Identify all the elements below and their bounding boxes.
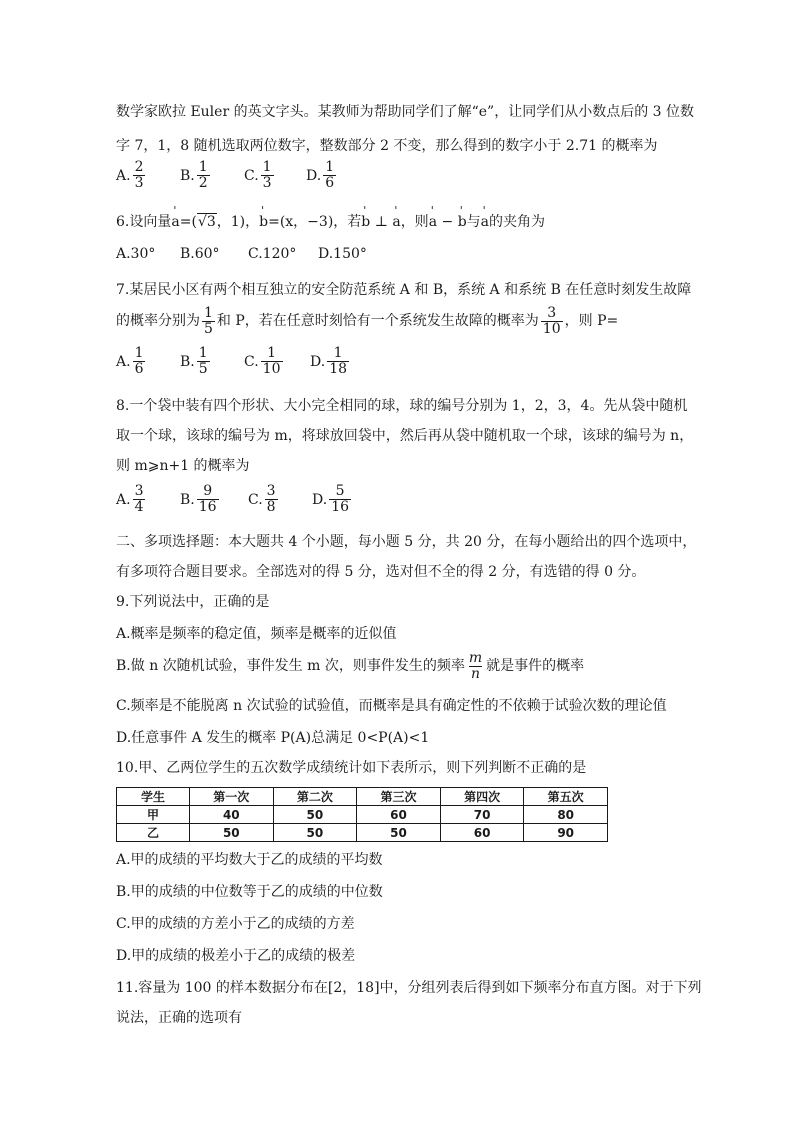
table-cell: 90 [524,824,608,842]
q8-option-b[interactable]: B. $\frac{9}{16}$ [180,483,217,515]
col-header: 第五次 [524,788,608,806]
col-header: 第三次 [357,788,441,806]
q6-option-d[interactable]: D.150° [318,246,367,262]
q7-option-b[interactable]: B. $\frac{1}{5}$ [180,345,208,377]
q8-line1: 8.一个袋中装有四个形状、大小完全相同的球，球的编号分别为 1，2，3，4。先从袋中随机 [116,398,688,414]
q7-option-d[interactable]: D. $\frac{1}{18}$ [310,345,348,377]
q10-stem: 10.甲、乙两位学生的五次数学成绩统计如下表所示，则下列判断不正确的是 [116,760,587,776]
q6-stem: 6.设向量' a=(√3，1)，' b=(x，−3)，若' b ⊥ ' a，则' a − ' b与' a的夹角为 [116,212,545,232]
table-cell: 甲 [117,806,190,824]
q5-option-c[interactable]: C. $\frac{1}{3}$ [244,159,272,191]
col-header: 学生 [117,788,190,806]
q7-option-a[interactable]: A. $\frac{1}{6}$ [116,345,144,377]
q9-option-b[interactable]: B.做 n 次随机试验，事件发生 m 次，则事件发生的频率 $\frac{m}{n}$ 就是事件的概率 [116,649,585,682]
vector-b: ' b [259,212,268,232]
col-header: 第一次 [190,788,274,806]
q7-option-c[interactable]: C. $\frac{1}{10}$ [244,345,281,377]
table-cell: 40 [190,806,274,824]
q8-line2: 取一个球，该球的编号为 m，将球放回袋中，然后再从袋中随机取一个球，该球的编号为 n， [116,428,694,444]
table-cell: 50 [357,824,441,842]
q11-line2: 说法，正确的选项有 [116,1010,242,1026]
vector-a: ' a [171,212,179,232]
q8-line3: 则 m⩾n+1 的概率为 [116,458,250,474]
q5-line2: 字 7，1，8 随机选取两位数字，整数部分 2 不变，那么得到的数字小于 2.71 的概率为 [116,138,658,154]
q8-option-c[interactable]: C. $\frac{3}{8}$ [248,483,276,515]
section2-line1: 二、多项选择题：本大题共 4 个小题，每小题 5 分，共 20 分，在每小题给出的四个选项中， [116,534,697,550]
table-cell: 50 [273,806,357,824]
q5-options [116,160,366,191]
q6-options [116,246,367,262]
scores-table [116,787,608,842]
q9-option-d[interactable]: D.任意事件 A 发生的概率 P(A)总满足 0<P(A)<1 [116,730,430,746]
table-row [117,806,608,824]
q8-option-d[interactable]: D. $\frac{5}{16}$ [312,483,350,515]
q8-options [116,484,353,515]
q5-line1: 数学家欧拉 Euler 的英文字头。某教师为帮助同学们了解“e”，让同学们从小数点后的 3 位数 [116,104,694,120]
q9-option-c[interactable]: C.频率是不能脱离 n 次试验的试验值，而概率是具有确定性的不依赖于试验次数的理论值 [116,698,667,714]
q8-option-a[interactable]: A. $\frac{3}{4}$ [116,483,144,515]
q5-option-a[interactable]: A. $\frac{2}{3}$ [116,159,144,191]
table-row [117,824,608,842]
q9-stem: 9.下列说法中，正确的是 [116,594,270,610]
col-header: 第二次 [273,788,357,806]
q7-line1: 7.某居民小区有两个相互独立的安全防范系统 A 和 B，系统 A 和系统 B 在任意时刻发生故障 [116,282,692,298]
table-header-row [117,788,608,806]
sqrt-three: √3 [197,214,216,230]
q5-option-b[interactable]: B. $\frac{1}{2}$ [180,159,208,191]
q6-option-b[interactable]: B.60° [180,246,220,262]
col-header: 第四次 [440,788,524,806]
table-cell: 70 [440,806,524,824]
q10-option-b[interactable]: B.甲的成绩的中位数等于乙的成绩的中位数 [116,884,383,900]
table-cell: 60 [357,806,441,824]
table-cell: 50 [273,824,357,842]
table-cell: 80 [524,806,608,824]
q10-option-d[interactable]: D.甲的成绩的极差小于乙的成绩的极差 [116,948,356,964]
q7-options [116,346,351,377]
q7-line2: 的概率分别为 $\frac{1}{5}$ 和 P，若在任意时刻恰有一个系统发生故障的概率为 $\frac{3}{10}$ ，则 P= [116,304,619,337]
q9-option-a[interactable]: A.概率是频率的稳定值，频率是概率的近似值 [116,626,397,642]
table-cell: 乙 [117,824,190,842]
table-cell: 60 [440,824,524,842]
q10-option-a[interactable]: A.甲的成绩的平均数大于乙的成绩的平均数 [116,852,383,868]
q11-line1: 11.容量为 100 的样本数据分布在[2，18]中，分组列表后得到如下频率分布直方图。对于下列 [116,980,702,996]
q5-option-d[interactable]: D. $\frac{1}{6}$ [306,159,335,191]
q6-option-a[interactable]: A.30° [116,246,156,262]
q6-option-c[interactable]: C.120° [248,246,297,262]
q10-option-c[interactable]: C.甲的成绩的方差小于乙的成绩的方差 [116,916,355,932]
table-cell: 50 [190,824,274,842]
section2-line2: 有多项符合题目要求。全部选对的得 5 分，选对但不全的得 2 分，有选错的得 0 分。 [116,564,646,580]
